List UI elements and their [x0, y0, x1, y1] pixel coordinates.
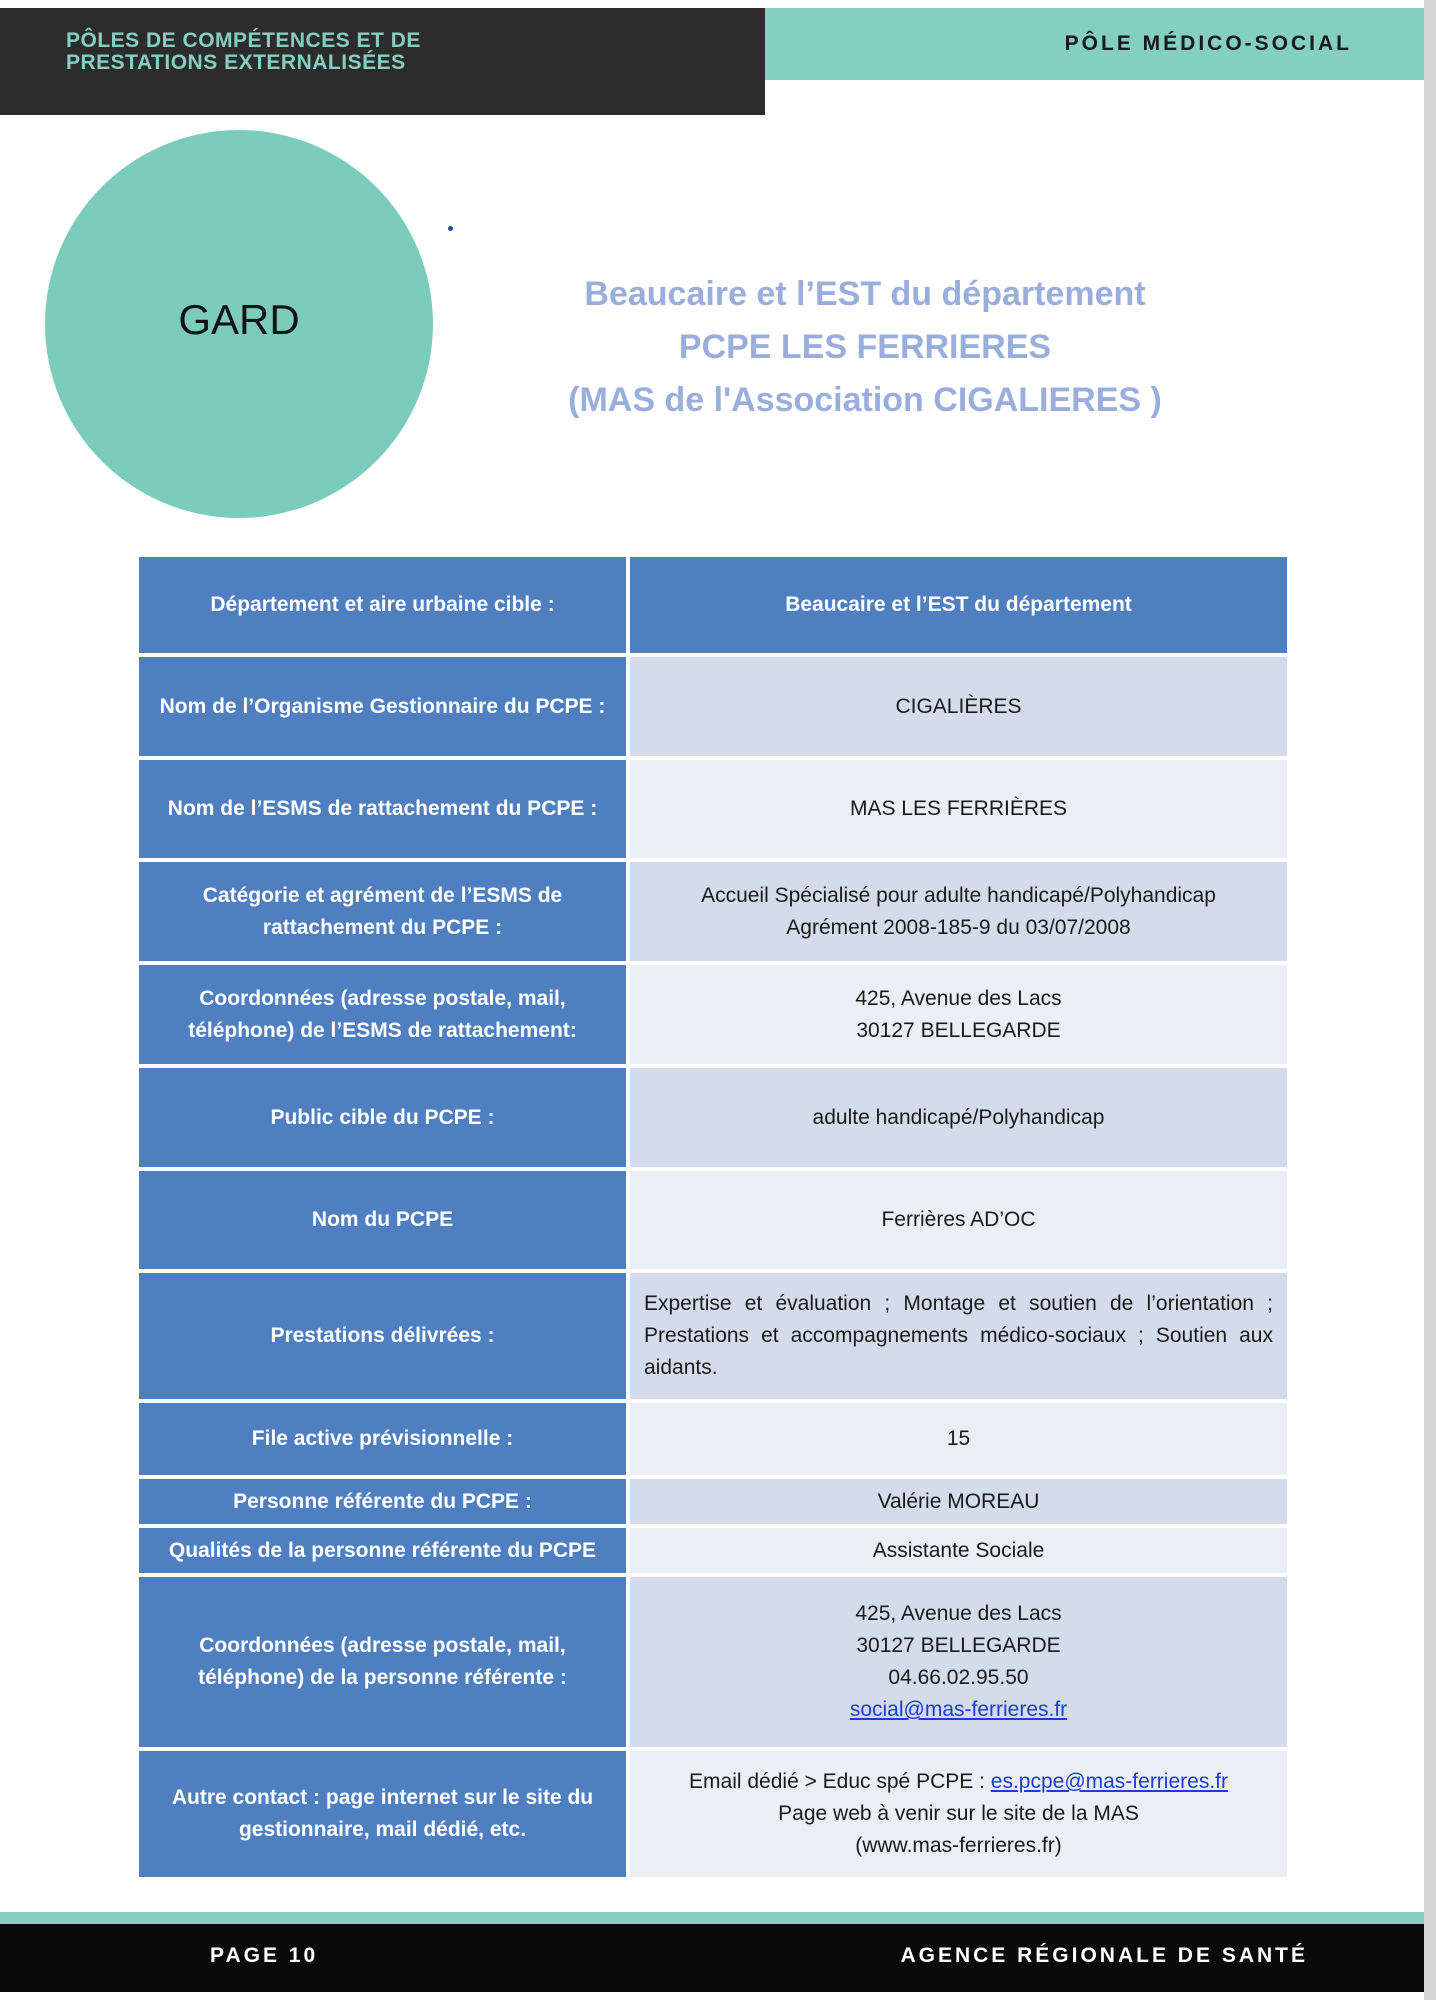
header-left-line2: PRESTATIONS EXTERNALISÉES: [66, 51, 406, 74]
table-row: [137, 555, 1289, 655]
row-value: 15: [628, 1401, 1289, 1477]
row-label: Coordonnées (adresse postale, mail, téléphone) de la personne référente :: [137, 1575, 628, 1749]
row-label: Qualités de la personne référente du PCPE: [137, 1526, 628, 1575]
row-value: MAS LES FERRIÈRES: [628, 758, 1289, 860]
row-value: [628, 1749, 1289, 1879]
table-row: [137, 655, 1289, 758]
table-row: [137, 1477, 1289, 1526]
row-value: adulte handicapé/Polyhandicap: [628, 1066, 1289, 1169]
header-right-band: [765, 8, 1424, 80]
row-value: CIGALIÈRES: [628, 655, 1289, 758]
department-badge-label: GARD: [178, 296, 300, 343]
footer-bar: [0, 1924, 1424, 1992]
value-line: 30127 BELLEGARDE: [856, 1018, 1061, 1042]
page-title: [520, 268, 1210, 427]
row-label: Nom de l’ESMS de rattachement du PCPE :: [137, 758, 628, 860]
info-table: [135, 553, 1291, 1881]
page-edge: [1424, 0, 1436, 2000]
pcpe-email-link[interactable]: es.pcpe@mas-ferrieres.fr: [990, 1770, 1228, 1793]
value-prefix: Email dédié > Educ spé PCPE :: [689, 1770, 991, 1793]
header-left-band: [0, 8, 765, 115]
table-row: [137, 758, 1289, 860]
row-label: Nom de l’Organisme Gestionnaire du PCPE :: [137, 655, 628, 758]
table-row: [137, 860, 1289, 963]
row-label: Autre contact : page internet sur le site du gestionnaire, mail dédié, etc.: [137, 1749, 628, 1879]
row-label: Personne référente du PCPE :: [137, 1477, 628, 1526]
footer-organization: AGENCE RÉGIONALE DE SANTÉ: [900, 1944, 1308, 1967]
row-label: Coordonnées (adresse postale, mail, téléphone) de l’ESMS de rattachement:: [137, 963, 628, 1066]
header-right-title: PÔLE MÉDICO-SOCIAL: [1064, 32, 1352, 55]
footer-accent-bar: [0, 1912, 1424, 1924]
row-value: [628, 963, 1289, 1066]
table-row: [137, 1271, 1289, 1401]
table-row: [137, 1526, 1289, 1575]
row-value: Assistante Sociale: [628, 1526, 1289, 1575]
row-value: [628, 860, 1289, 963]
row-label: Catégorie et agrément de l’ESMS de rattachement du PCPE :: [137, 860, 628, 963]
table-row: [137, 1066, 1289, 1169]
title-line3: (MAS de l'Association CIGALIERES ): [568, 381, 1162, 419]
referent-email-link[interactable]: social@mas-ferrieres.fr: [849, 1698, 1068, 1721]
page-number: PAGE 10: [210, 1944, 319, 1967]
decorative-dot: [448, 226, 453, 231]
header-left-line1: PÔLES DE COMPÉTENCES ET DE: [66, 29, 421, 52]
value-line: Agrément 2008-185-9 du 03/07/2008: [786, 915, 1131, 939]
table-row: [137, 1169, 1289, 1271]
row-value: Ferrières AD’OC: [628, 1169, 1289, 1271]
value-line: (www.mas-ferrieres.fr): [855, 1834, 1062, 1857]
table-row: [137, 963, 1289, 1066]
row-label: File active prévisionnelle :: [137, 1401, 628, 1477]
header-left-title: [66, 30, 486, 74]
row-value: [628, 1575, 1289, 1749]
value-line: 425, Avenue des Lacs: [855, 1602, 1062, 1625]
table-row: [137, 1575, 1289, 1749]
row-value: Beaucaire et l’EST du département: [628, 555, 1289, 655]
value-line: Page web à venir sur le site de la MAS: [778, 1802, 1139, 1825]
row-label: Nom du PCPE: [137, 1169, 628, 1271]
table-row: [137, 1749, 1289, 1879]
value-line: 425, Avenue des Lacs: [855, 986, 1062, 1010]
row-value: Valérie MOREAU: [628, 1477, 1289, 1526]
value-line: 04.66.02.95.50: [888, 1666, 1029, 1689]
title-line2: PCPE LES FERRIERES: [678, 328, 1052, 366]
row-label: Public cible du PCPE :: [137, 1066, 628, 1169]
row-label: Département et aire urbaine cible :: [137, 555, 628, 655]
value-line: Accueil Spécialisé pour adulte handicapé/Polyhandicap: [701, 883, 1216, 907]
department-badge: [45, 130, 433, 518]
table-row: [137, 1401, 1289, 1477]
row-label: Prestations délivrées :: [137, 1271, 628, 1401]
row-value: Expertise et évaluation ; Montage et soutien de l’orientation ; Prestations et accompagnements médico-sociaux ; Soutien aux aidants.: [628, 1271, 1289, 1401]
title-line1: Beaucaire et l’EST du département: [584, 275, 1146, 313]
value-line: 30127 BELLEGARDE: [856, 1634, 1061, 1657]
